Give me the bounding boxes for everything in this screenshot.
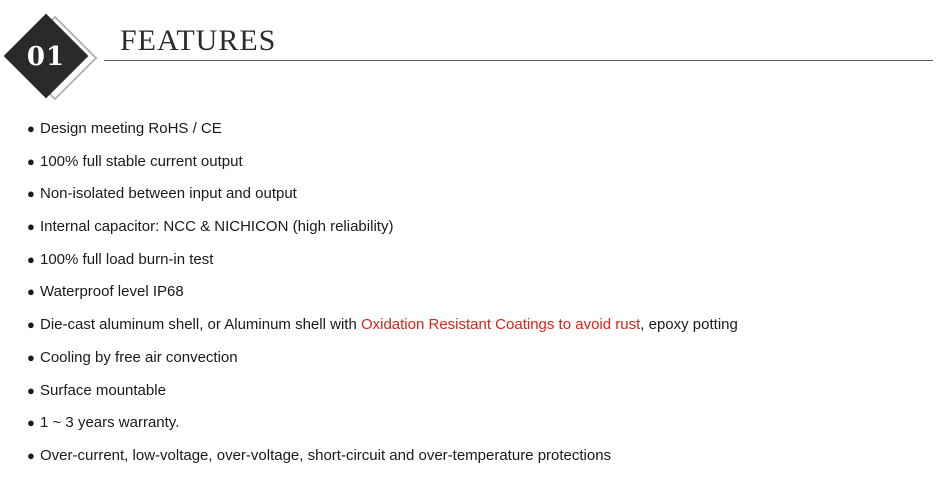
feature-text: Waterproof level IP68 (40, 283, 184, 301)
feature-item (27, 183, 738, 216)
features-list (27, 118, 738, 478)
bullet-icon: ● (27, 382, 35, 398)
feature-text: 1 ~ 3 years warranty. (40, 414, 180, 432)
feature-item (27, 314, 738, 347)
bullet-icon: ● (27, 219, 35, 235)
feature-item (27, 151, 738, 184)
feature-item (27, 216, 738, 249)
feature-item (27, 347, 738, 380)
bullet-icon: ● (27, 447, 35, 463)
feature-item (27, 118, 738, 151)
section-title: FEATURES (120, 24, 277, 57)
feature-item (27, 281, 738, 314)
feature-text: Internal capacitor: NCC & NICHICON (high reliability) (40, 218, 394, 236)
bullet-icon: ● (27, 121, 35, 136)
feature-text-suffix: , epoxy potting (640, 316, 738, 334)
section-header (0, 0, 950, 110)
feature-text: Over-current, low-voltage, over-voltage, short-circuit and over-temperature protections (40, 446, 612, 464)
feature-item (27, 380, 738, 413)
bullet-icon: ● (27, 186, 35, 202)
feature-text: Surface mountable (40, 381, 166, 399)
bullet-icon: ● (27, 153, 35, 169)
bullet-icon: ● (27, 284, 35, 300)
feature-text: 100% full stable current output (40, 152, 243, 170)
feature-text: Design meeting RoHS / CE (40, 120, 222, 137)
feature-text: Cooling by free air convection (40, 348, 238, 366)
feature-highlight-text: Oxidation Resistant Coatings to avoid rust (360, 316, 641, 334)
bullet-icon: ● (27, 251, 35, 267)
feature-text: Non-isolated between input and output (40, 185, 297, 203)
feature-item (27, 412, 738, 445)
section-number: 01 (26, 42, 66, 72)
feature-text: 100% full load burn-in test (40, 250, 214, 268)
feature-item (27, 445, 738, 478)
feature-item (27, 249, 738, 282)
title-divider (104, 60, 933, 61)
bullet-icon: ● (27, 317, 35, 333)
bullet-icon: ● (27, 349, 35, 365)
bullet-icon: ● (27, 415, 35, 431)
feature-text: Die-cast aluminum shell, or Aluminum shell with (40, 316, 361, 334)
